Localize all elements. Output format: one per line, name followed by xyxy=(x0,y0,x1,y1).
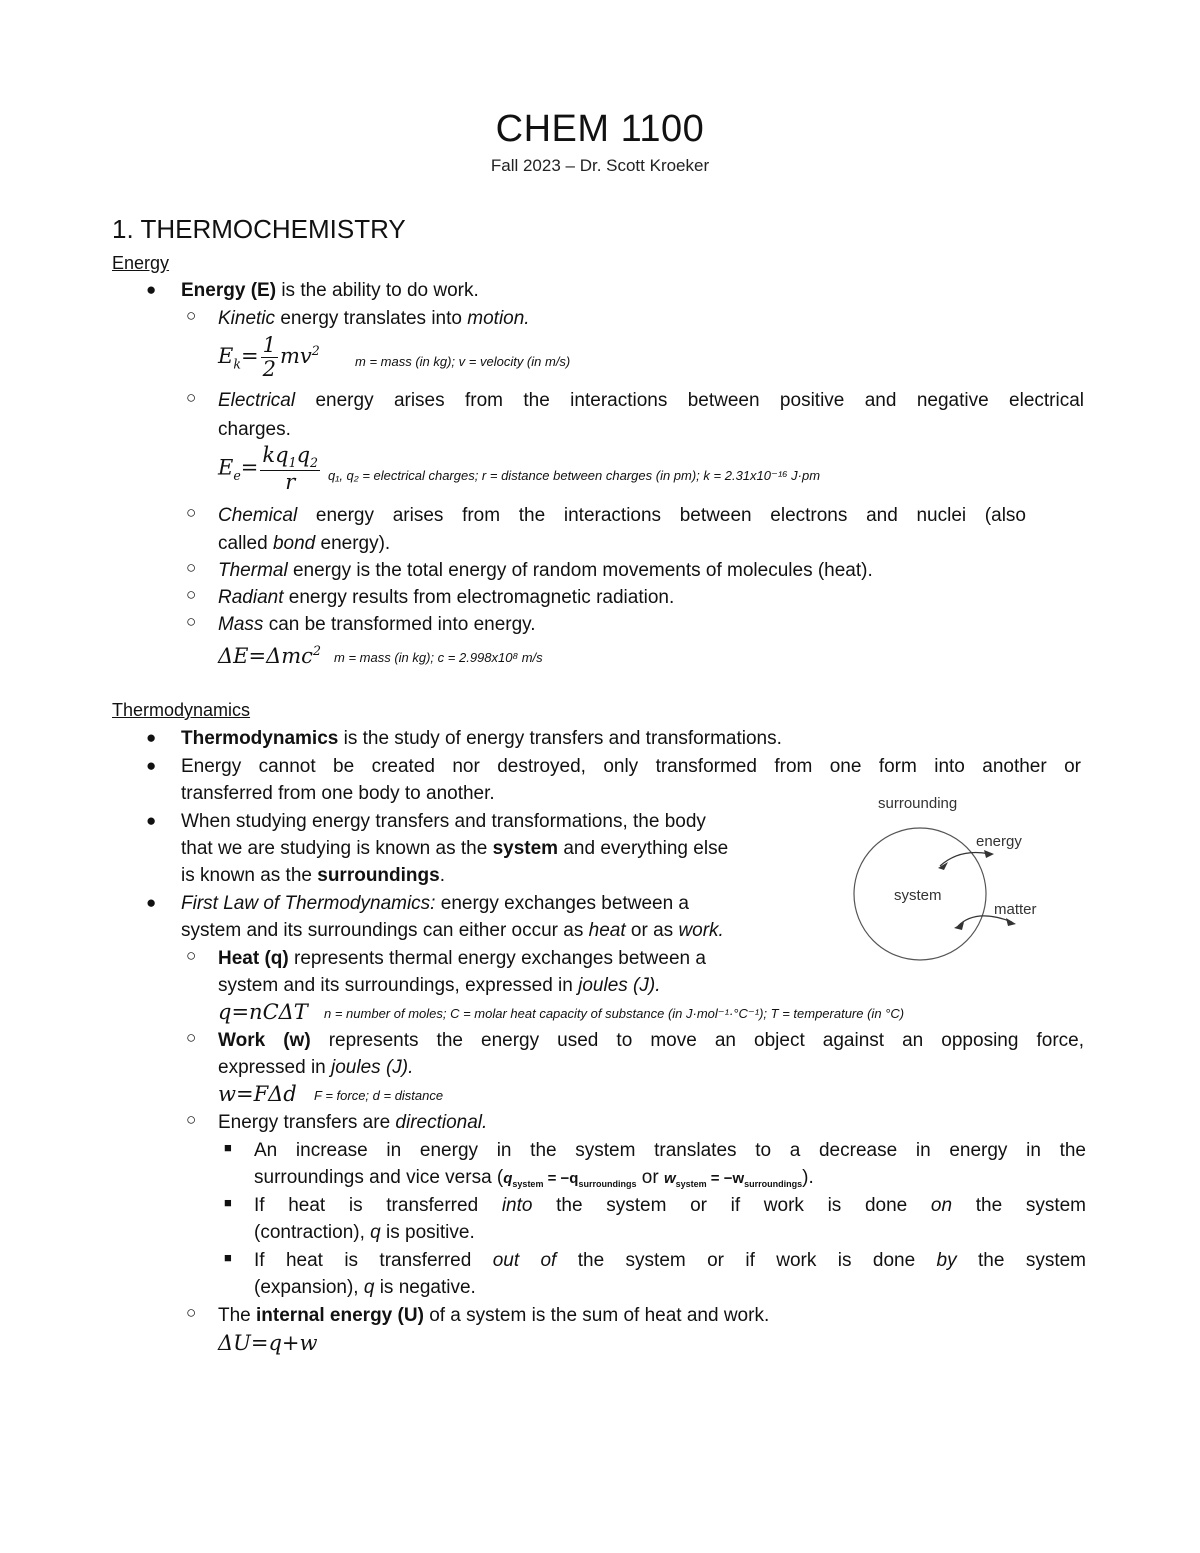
radiant-energy-line: Radiant energy results from electromagnetic radiation. xyxy=(218,587,675,608)
thermodynamics-definition: Thermodynamics is the study of energy transfers and transformations. xyxy=(181,728,782,749)
circle-bullet-icon: ○ xyxy=(186,585,197,604)
section-heading-thermodynamics: Thermodynamics xyxy=(112,700,251,720)
energy-arrow-head-out xyxy=(984,850,994,858)
square-bullet-icon: ■ xyxy=(224,1250,232,1265)
matter-arrow-head-in xyxy=(954,922,964,930)
conservation-line-2: transferred from one body to another. xyxy=(181,783,495,804)
mass-energy-equation: ΔE=Δmc$^2$ xyxy=(218,643,321,668)
chemical-energy-line: Chemical energy arises from the interactions between electrons and nuclei (also xyxy=(218,505,1026,526)
heat-into-line: If heat is transferred into the system or if work is done on the system xyxy=(254,1195,1086,1216)
chemical-energy-line-2: called bond energy). xyxy=(218,533,391,554)
circle-bullet-icon: ○ xyxy=(186,558,197,577)
electrical-energy-equation: $E_e=$ $\frac{kq_1q_2}{r}$ xyxy=(218,443,319,495)
kinetic-energy-equation: $E_k=$ $\frac{1}{2}$ $mv^2$ xyxy=(218,333,320,382)
work-line-2: expressed in joules (J). xyxy=(218,1057,414,1078)
label-energy: energy xyxy=(976,833,1022,850)
energy-definition: Energy (E) is the ability to do work. xyxy=(181,280,479,301)
circle-bullet-icon: ○ xyxy=(186,1028,197,1047)
electrical-energy-line-2: charges. xyxy=(218,419,291,440)
energy-arrow xyxy=(940,853,990,867)
internal-energy-equation: ΔU=q+w xyxy=(218,1331,318,1355)
label-system: system xyxy=(894,887,942,904)
label-matter: matter xyxy=(994,901,1037,918)
vice-versa-line-2: surroundings and vice versa ($q_{system} = -q_{surroundings}$ or $w_{system} = -w_{surroundings}$). xyxy=(254,1167,814,1189)
system-line-2: that we are studying is known as the system and everything else xyxy=(181,838,729,859)
label-surrounding: surrounding xyxy=(878,795,958,812)
bullet-icon: ● xyxy=(146,811,157,830)
work-equation: w=FΔd xyxy=(218,1082,297,1106)
heat-equation: q=nCΔT xyxy=(218,1000,308,1024)
mass-energy-line: Mass can be transformed into energy. xyxy=(218,614,536,635)
square-bullet-icon: ■ xyxy=(224,1140,232,1155)
bullet-icon: ● xyxy=(146,280,157,299)
directional-line: Energy transfers are directional. xyxy=(218,1112,488,1133)
section-heading-energy: Energy xyxy=(112,253,170,273)
electrical-energy-note: q₁, q₂ = electrical charges; r = distance between charges (in pm); k = 2.31x10⁻¹⁶ J·pm xyxy=(328,468,821,483)
circle-bullet-icon: ○ xyxy=(186,503,197,522)
kinetic-energy-line: Kinetic energy translates into motion. xyxy=(218,308,530,329)
system-surroundings-diagram xyxy=(848,790,1078,970)
vice-versa-line: An increase in energy in the system translates to a decrease in energy in the xyxy=(254,1140,1086,1161)
circle-bullet-icon: ○ xyxy=(186,388,197,407)
work-line: Work (w) represents the energy used to move an object against an opposing force, xyxy=(218,1030,1084,1051)
conservation-line: Energy cannot be created nor destroyed, only transformed from one form into another or xyxy=(181,756,1081,777)
heat-note: n = number of moles; C = molar heat capacity of substance (in J·mol⁻¹·°C⁻¹); T = temperature (in °C) xyxy=(324,1006,905,1021)
internal-energy-line: The internal energy (U) of a system is the sum of heat and work. xyxy=(218,1305,770,1326)
circle-bullet-icon: ○ xyxy=(186,612,197,631)
circle-bullet-icon: ○ xyxy=(186,946,197,965)
matter-arrow-head-out xyxy=(1006,918,1016,926)
page-title: CHEM 1100 xyxy=(495,108,705,150)
chapter-heading: 1. THERMOCHEMISTRY xyxy=(112,214,406,244)
heat-line: Heat (q) represents thermal energy exchanges between a xyxy=(218,948,706,969)
electrical-energy-line: Electrical energy arises from the interactions between positive and negative electrical xyxy=(218,390,1085,411)
circle-bullet-icon: ○ xyxy=(186,306,197,325)
circle-bullet-icon: ○ xyxy=(186,1303,197,1322)
system-line: When studying energy transfers and transformations, the body xyxy=(181,811,706,832)
bullet-icon: ● xyxy=(146,728,157,747)
thermal-energy-line: Thermal energy is the total energy of random movements of molecules (heat). xyxy=(218,560,873,581)
page-subtitle: Fall 2023 – Dr. Scott Kroeker xyxy=(490,156,710,175)
system-line-3: is known as the surroundings. xyxy=(181,865,445,886)
first-law-line: First Law of Thermodynamics: energy exchanges between a xyxy=(181,893,689,914)
heat-out-line: If heat is transferred out of the system or if work is done by the system xyxy=(254,1250,1086,1271)
square-bullet-icon: ■ xyxy=(224,1195,232,1210)
bullet-icon: ● xyxy=(146,756,157,775)
bullet-icon: ● xyxy=(146,893,157,912)
heat-into-line-2: (contraction), q is positive. xyxy=(254,1222,475,1243)
heat-out-line-2: (expansion), q is negative. xyxy=(254,1277,476,1298)
kinetic-energy-note: m = mass (in kg); v = velocity (in m/s) xyxy=(355,354,571,369)
first-law-line-2: system and its surroundings can either occur as heat or as work. xyxy=(181,920,724,941)
heat-line-2: system and its surroundings, expressed in joules (J). xyxy=(218,975,661,996)
mass-energy-note: m = mass (in kg); c = 2.998x10⁸ m/s xyxy=(334,650,543,665)
work-note: F = force; d = distance xyxy=(314,1088,444,1103)
circle-bullet-icon: ○ xyxy=(186,1110,197,1129)
